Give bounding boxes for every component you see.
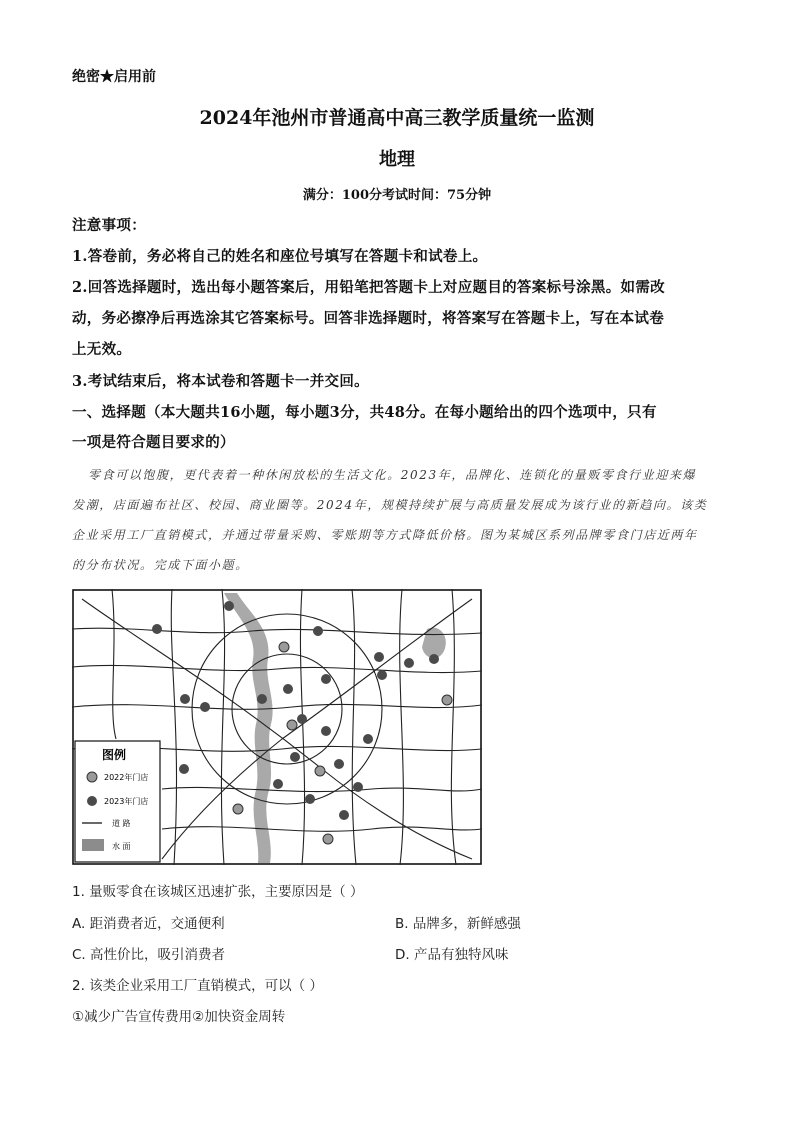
legend-title: 图例 [102, 748, 127, 762]
store-2023-marker [321, 674, 331, 684]
store-2022-marker [279, 642, 289, 652]
store-2023-marker [321, 726, 331, 736]
store-2022-marker [442, 695, 452, 705]
question-1-stem: 1. 量贩零食在该城区迅速扩张，主要原因是（ ） [72, 884, 364, 900]
score-time: 满分：100分考试时间：75分钟 [302, 188, 492, 203]
store-2022-marker [233, 804, 243, 814]
store-2023-marker [200, 702, 210, 712]
secret-mark: 绝密★启用前 [72, 69, 156, 85]
question-2-stem: 2. 该类企业采用工厂直销模式，可以（ ） [72, 978, 323, 994]
legend-2023-label: 2023年门店 [104, 797, 149, 806]
store-2023-marker [297, 714, 307, 724]
store-2023-marker [273, 779, 283, 789]
store-2023-marker [339, 810, 349, 820]
store-2023-marker [374, 652, 384, 662]
store-2023-marker [353, 782, 363, 792]
store-2023-marker [404, 658, 414, 668]
store-2023-marker [179, 764, 189, 774]
map-legend [75, 741, 160, 862]
subject-title: 地理 [379, 149, 415, 170]
section-heading-line-2: 一项是符合题目要求的） [72, 434, 235, 451]
legend-2022-symbol [87, 772, 97, 782]
exam-title: 2024年池州市普通高中高三教学质量统一监测 [199, 107, 595, 129]
notice-item-2-line-2: 动，务必擦净后再选涂其它答案标号。回答非选择题时，将答案写在答题卡上，写在本试卷 [72, 310, 664, 327]
store-2023-marker [377, 670, 387, 680]
passage-line-3: 企业采用工厂直销模式，并通过带量采购、零账期等方式降低价格。图为某城区系列品牌零食门店近两年 [72, 528, 698, 542]
section-heading-line-1: 一、选择题（本大题共16小题，每小题3分，共48分。在每小题给出的四个选项中，只有 [72, 404, 657, 421]
store-2022-marker [287, 720, 297, 730]
legend-2023-symbol [87, 796, 97, 806]
store-2023-marker [429, 654, 439, 664]
passage-line-2: 发潮，店面遍布社区、校园、商业圈等。2024年，规模持续扩展与高质量发展成为该行业的新趋向。该类 [72, 498, 708, 512]
store-2023-marker [152, 624, 162, 634]
notice-item-2-line-3: 上无效。 [72, 341, 132, 358]
store-2023-marker [313, 626, 323, 636]
store-2023-marker [283, 684, 293, 694]
legend-2022-label: 2022年门店 [104, 773, 149, 782]
question-1-option-b[interactable]: B. 品牌多，新鲜感强 [395, 916, 521, 932]
store-2023-marker [180, 694, 190, 704]
store-2023-marker [257, 694, 267, 704]
store-2023-marker [305, 794, 315, 804]
passage-line-1: 零食可以饱腹，更代表着一种休闲放松的生活文化。2023年，品牌化、连锁化的量贩零食行业迎来爆 [88, 468, 697, 482]
question-1-option-c[interactable]: C. 高性价比，吸引消费者 [72, 947, 226, 963]
notice-item-1: 1.答卷前，务必将自己的姓名和座位号填写在答题卡和试卷上。 [72, 248, 488, 265]
store-2023-marker [290, 752, 300, 762]
question-2-statements: ①减少广告宣传费用②加快资金周转 [72, 1009, 286, 1025]
store-2022-marker [315, 766, 325, 776]
passage-line-4: 的分布状况。完成下面小题。 [72, 558, 249, 572]
notice-item-3: 3.考试结束后，将本试卷和答题卡一并交回。 [72, 373, 369, 390]
notice-item-2-line-1: 2.回答选择题时，选出每小题答案后，用铅笔把答题卡上对应题目的答案标号涂黑。如需改 [72, 279, 665, 296]
question-1-option-a[interactable]: A. 距消费者近，交通便利 [72, 916, 225, 932]
store-2023-marker [334, 759, 344, 769]
store-distribution-map [72, 589, 482, 865]
legend-water-symbol [82, 839, 104, 851]
notice-heading: 注意事项： [72, 217, 146, 234]
store-2023-marker [363, 734, 373, 744]
question-1-option-d[interactable]: D. 产品有独特风味 [395, 947, 509, 963]
legend-road-label: 道 路 [112, 819, 131, 828]
store-2023-marker [224, 601, 234, 611]
store-2022-marker [323, 834, 333, 844]
legend-water-label: 水 面 [112, 842, 131, 851]
